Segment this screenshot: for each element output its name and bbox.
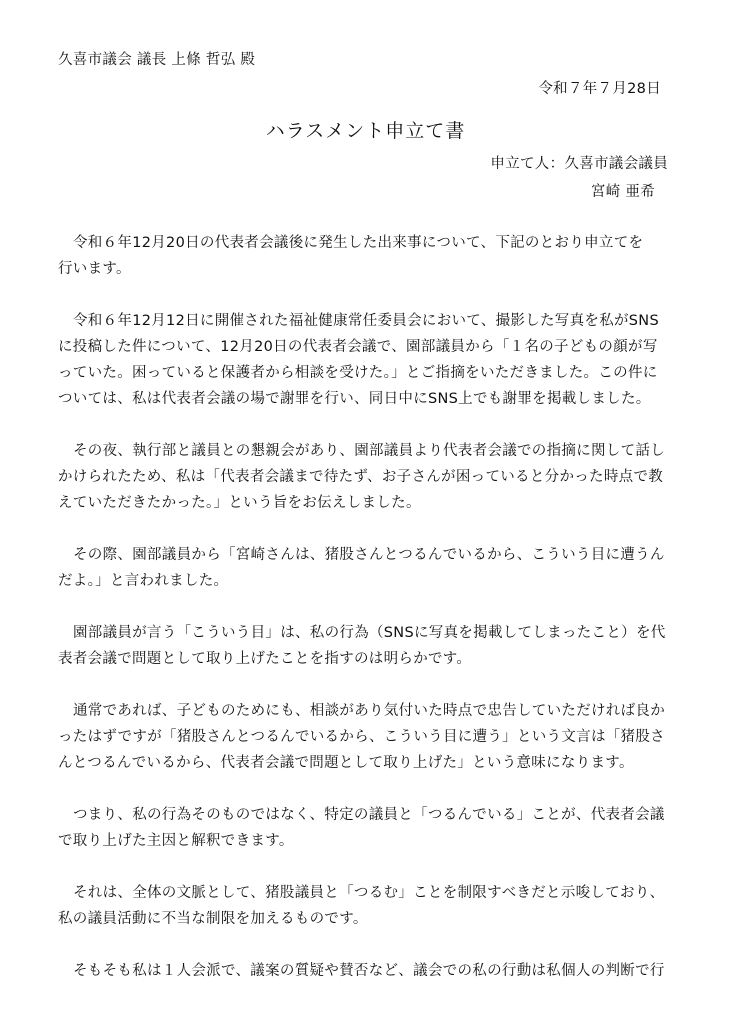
applicant-affiliation: 申立て人：久喜市議会議員: [490, 156, 668, 172]
body-line: 令和６年12月12日に開催された福祉健康常任委員会において、撮影した写真を私がSNS: [73, 313, 659, 329]
body-line: ついては、私は代表者会議の場で謝罪を行い、同日中にSNS上でも謝罪を掲載しました。: [58, 391, 651, 407]
body-line: で取り上げた主因と解釈できます。: [58, 833, 294, 849]
body-line: 私の議員活動に不当な制限を加えるものです。: [58, 911, 368, 927]
body-line: えていただきたかった。」という旨をお伝えしました。: [58, 495, 421, 511]
addressee: 久喜市議会 議長 上條 哲弘 殿: [58, 52, 256, 68]
body-line: っていた。困っていると保護者から相談を受けた。」とご指摘をいただきました。この件に: [58, 365, 658, 381]
body-line: 表者会議で問題として取り上げたことを指すのは明らかです。: [58, 651, 472, 667]
body-line: その夜、執行部と議員との懇親会があり、園部議員より代表者会議での指摘に関して話し: [73, 443, 665, 459]
body-line: に投稿した件について、12月20日の代表者会議で、園部議員から「１名の子どもの顔が写: [58, 339, 658, 355]
body-line: ったはずですが「猪股さんとつるんでいるから、こういう目に遭う」という文言は「猪股さ: [58, 729, 665, 745]
body-line: つまり、私の行為そのものではなく、特定の議員と「つるんでいる」ことが、代表者会議: [73, 807, 665, 823]
body-line: かけられたため、私は「代表者会議まで待たず、お子さんが困っていると分かった時点で教: [58, 469, 664, 485]
body-line: だよ。」と言われました。: [58, 573, 229, 589]
body-line: それは、全体の文脈として、猪股議員と「つるむ」ことを制限すべきだと示唆しており、: [73, 885, 665, 901]
body-line: 行います。: [58, 261, 131, 277]
body-line: 園部議員が言う「こういう目」は、私の行為（SNSに写真を掲載してしまったこと）を代: [73, 625, 666, 641]
body-line: そもそも私は１人会派で、議案の質疑や賛否など、議会での私の行動は私個人の判断で行: [73, 963, 665, 979]
body-line: その際、園部議員から「宮崎さんは、猪股さんとつるんでいるから、こういう目に遭うん: [73, 547, 665, 563]
document-date: 令和７年７月28日: [538, 81, 661, 97]
document-title: ハラスメント申立て書: [265, 120, 466, 142]
body-line: 令和６年12月20日の代表者会議後に発生した出来事について、下記のとおり申立てを: [73, 235, 644, 251]
applicant-name: 宮崎 亜希: [590, 184, 655, 200]
body-line: 通常であれば、子どものためにも、相談があり気付いた時点で忠告していただければ良か: [73, 703, 665, 719]
body-line: んとつるんでいるから、代表者会議で問題として取り上げた」という意味になります。: [58, 755, 634, 771]
